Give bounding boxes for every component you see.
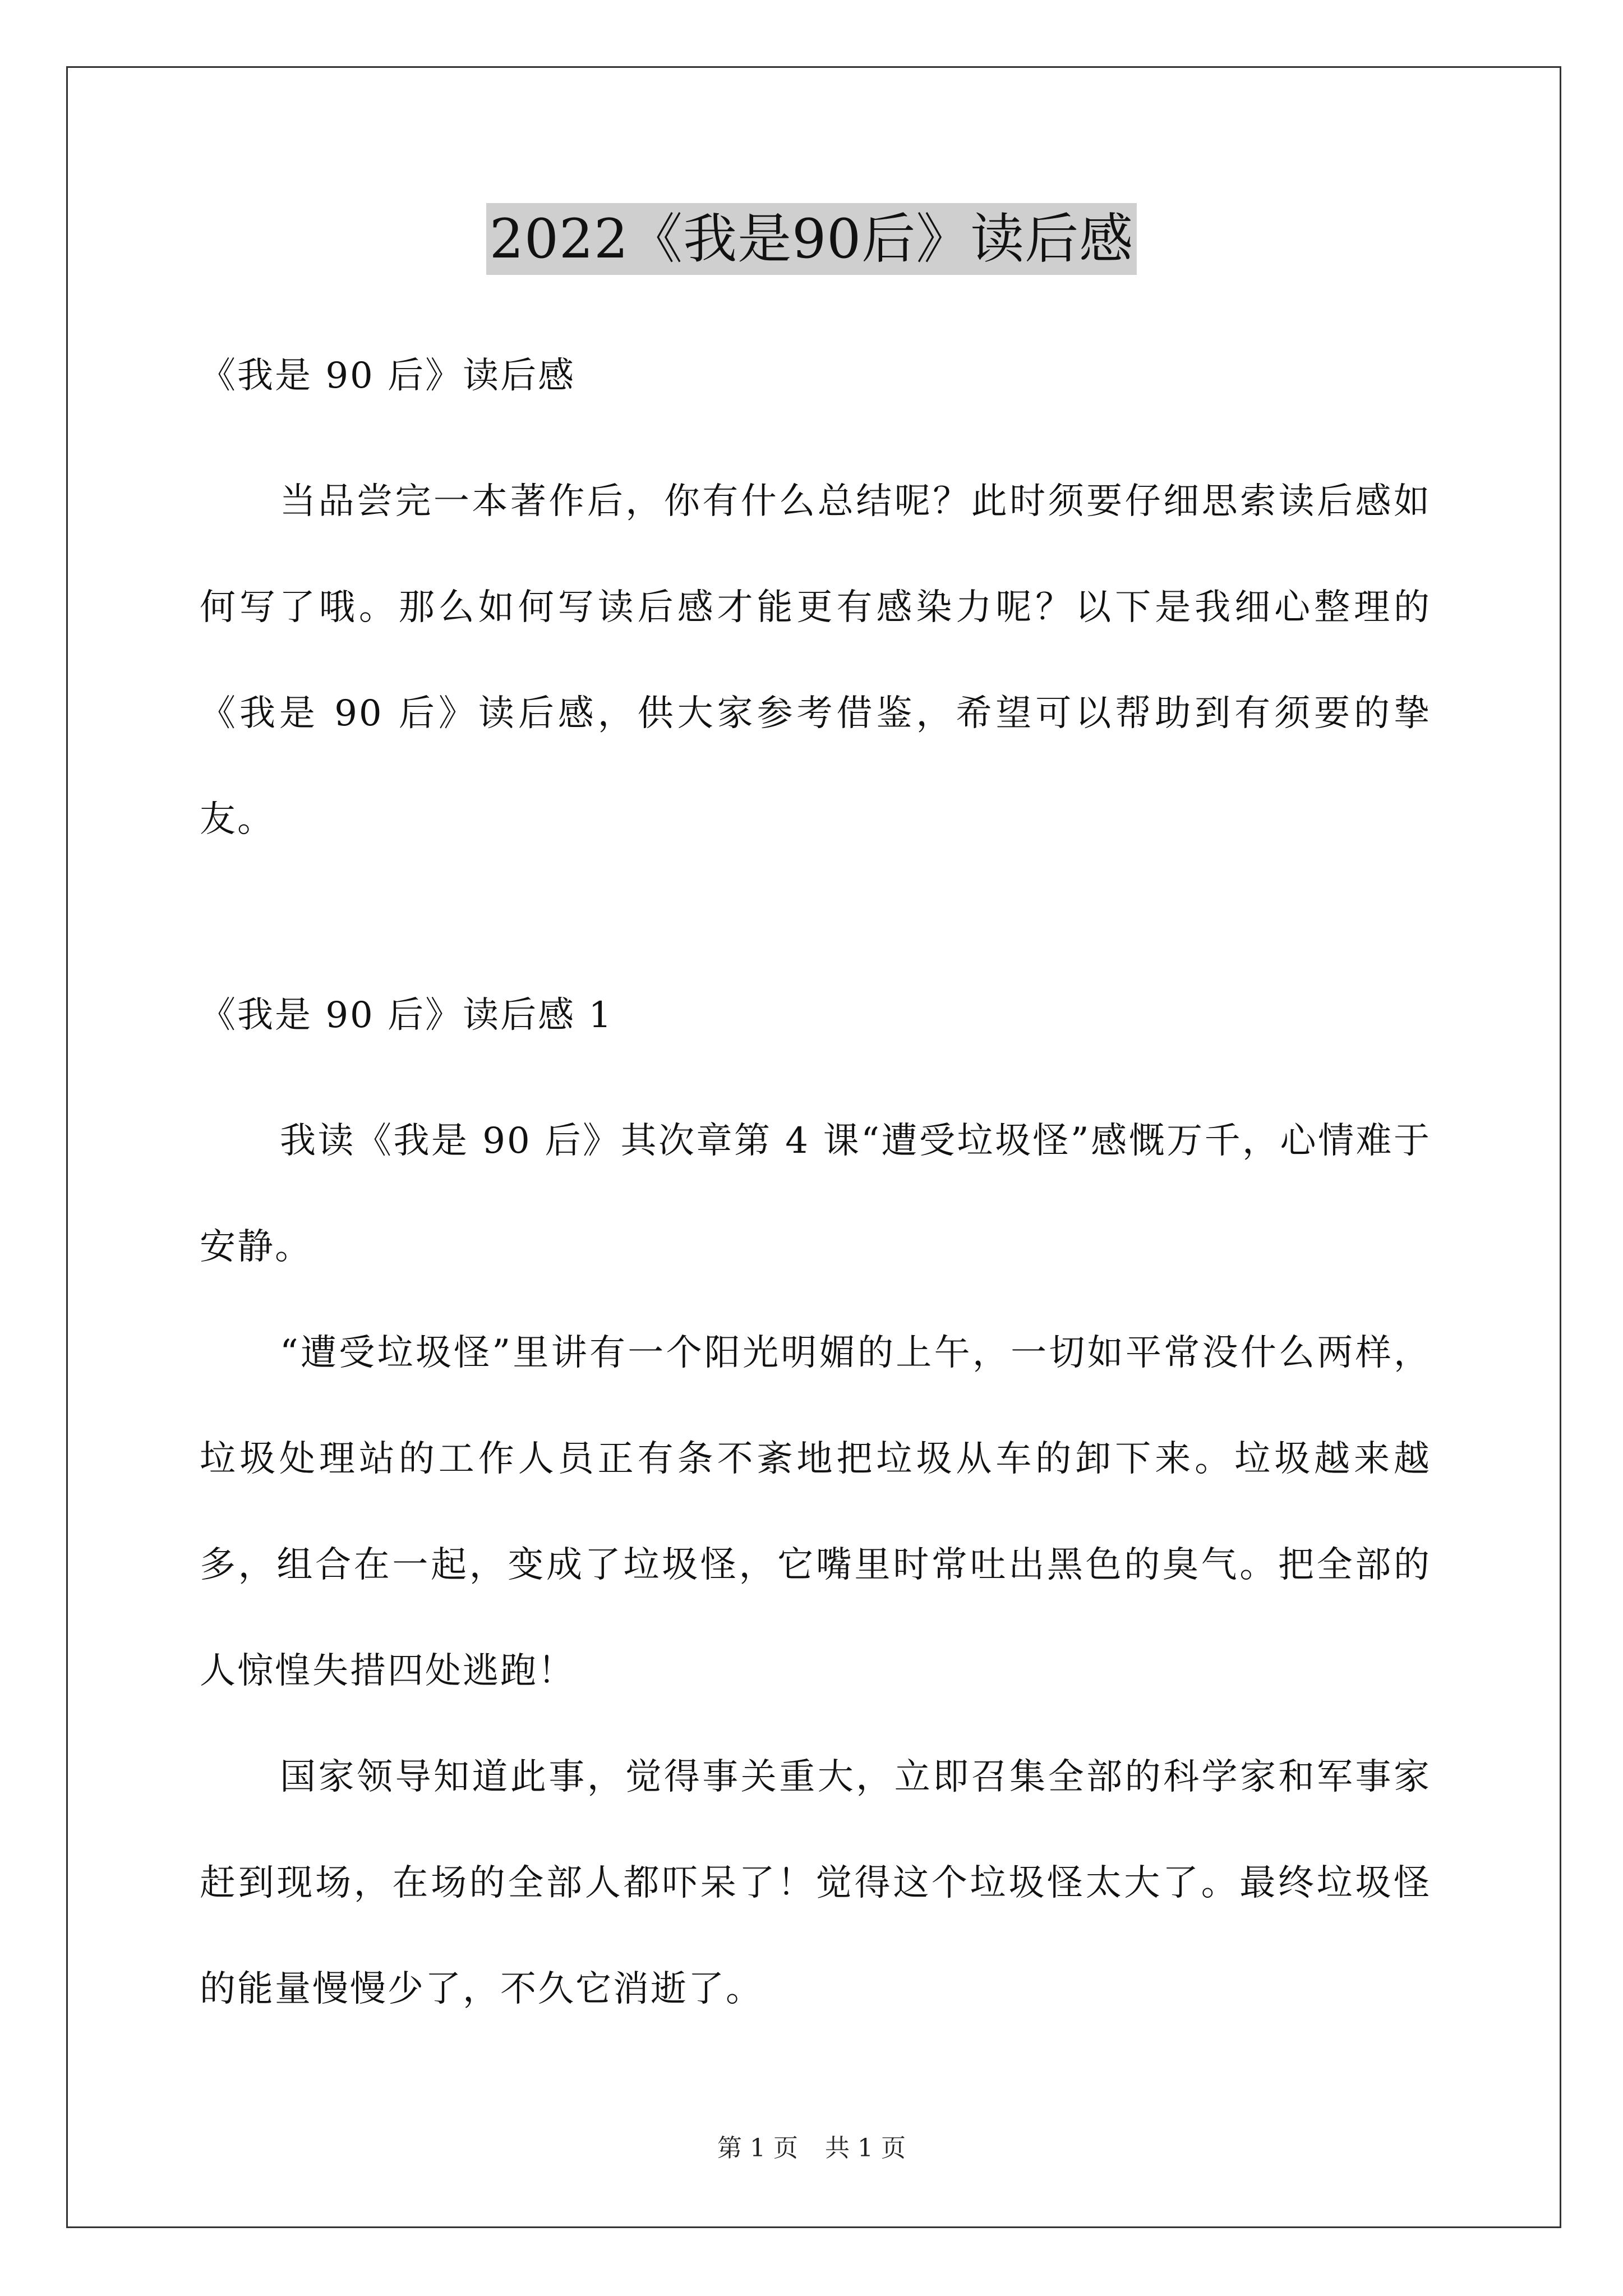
body-paragraph: 国家领导知道此事，觉得事关重大，立即召集全部的科学家和军事家赶到现场，在场的全部人都吓呆了！觉得这个垃圾怪太大了。最终垃圾怪的能量慢慢少了，不久它消逝了。 <box>200 1756 1431 2010</box>
title-block <box>0 203 1623 275</box>
body-paragraph: 我读《我是 90 后》其次章第 4 课“遭受垃圾怪”感慨万千，心情难于安静。 <box>200 1120 1431 1268</box>
page-total: 共 1 页 <box>825 2134 906 2162</box>
page-footer <box>0 2132 1623 2165</box>
body-paragraph: “遭受垃圾怪”里讲有一个阳光明媚的上午，一切如平常没什么两样，垃圾处理站的工作人员正有条不紊地把垃圾从车的卸下来。垃圾越来越多，组合在一起，变成了垃圾怪，它嘴里时常吐出黑色的臭气。把全部的人惊惶失措四处逃跑！ <box>200 1332 1431 1692</box>
intro-paragraph: 当品尝完一本著作后，你有什么总结呢？此时须要仔细思索读后感如何写了哦。那么如何写读后感才能更有感染力呢？以下是我细心整理的《我是 90 后》读后感，供大家参考借鉴，希望可以帮助到有须要的挚友。 <box>200 481 1431 840</box>
page-number: 第 1 页 <box>717 2134 798 2162</box>
document-title: 2022《我是90后》读后感 <box>486 203 1137 275</box>
document-subtitle: 《我是 90 后》读后感 <box>200 355 576 397</box>
section-heading: 《我是 90 后》读后感 1 <box>200 995 614 1036</box>
